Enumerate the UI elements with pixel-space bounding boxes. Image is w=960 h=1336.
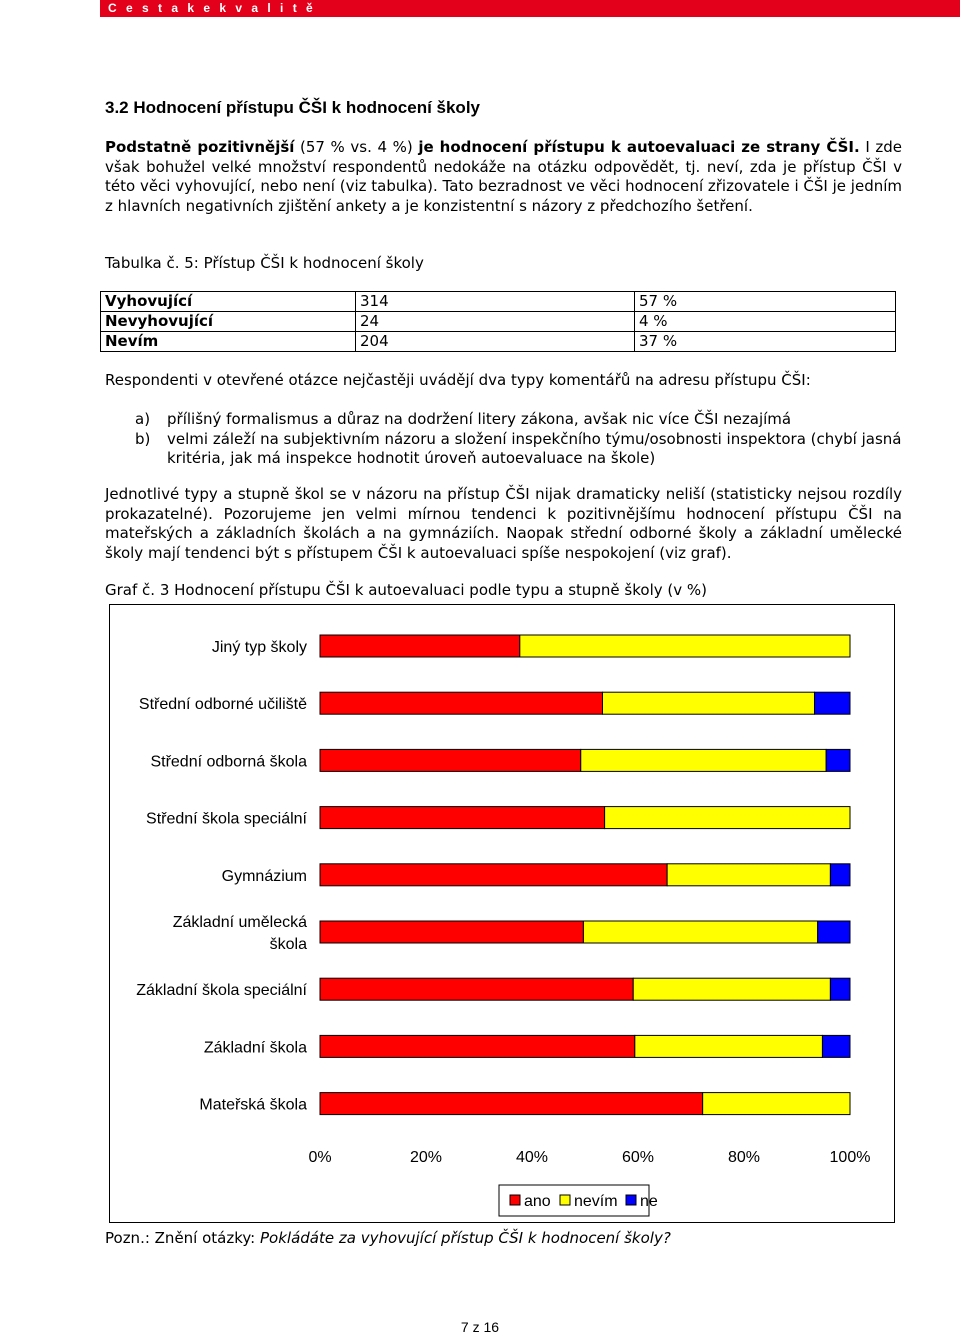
legend-label: nevím (574, 1193, 618, 1210)
row-count: 314 (356, 292, 635, 312)
list-item (135, 410, 905, 430)
category-label-line: Střední odborné učiliště (138, 696, 307, 714)
stacked-bar-chart (110, 605, 894, 1222)
row-count: 204 (356, 332, 635, 352)
bar-segment-ne (822, 1035, 850, 1057)
bar-segment-ano (320, 692, 602, 714)
intro-bold2: je hodnocení přístupu k autoevaluaci ze strany ČŠI. (418, 138, 860, 156)
intro-mid: (57 % vs. 4 %) (294, 138, 419, 156)
graph-caption: Graf č. 3 Hodnocení přístupu ČŠI k autoevaluaci podle typu a stupně školy (v %) (105, 581, 707, 599)
header-brand: C e s t a k e k v a l i t ě (108, 1, 316, 15)
question-note (105, 1229, 671, 1247)
intro-paragraph (105, 138, 902, 216)
bar-segment-ano (320, 978, 633, 1000)
category-label-line: Základní umělecká (172, 914, 307, 931)
list-marker: a) (135, 410, 151, 428)
bar-segment-ne (814, 692, 850, 714)
category-label (222, 868, 307, 885)
bar-segment-nevím (583, 921, 817, 943)
category-label-line: Střední škola speciální (146, 810, 307, 828)
stats-table (100, 291, 896, 352)
category-label-line: škola (269, 936, 307, 953)
legend-swatch-ne (626, 1195, 636, 1205)
bar-segment-nevím (602, 692, 814, 714)
category-label (173, 914, 307, 953)
x-tick-label: 20% (409, 1149, 443, 1166)
list-text: velmi záleží na subjektivním názoru a složení inspekčního týmu/osobnosti inspektora (chybí jasná kritéria, jak má inspekce hodnotit úroveň autoevaluace na škole) (167, 429, 902, 468)
table-caption: Tabulka č. 5: Přístup ČŠI k hodnocení školy (105, 254, 424, 272)
category-label-line: Mateřská škola (199, 1096, 307, 1114)
header-bar (100, 0, 960, 17)
bar-segment-ne (826, 749, 850, 771)
bar-segment-nevím (635, 1035, 823, 1057)
row-pct: 4 % (635, 312, 896, 332)
chart-frame (109, 604, 895, 1223)
x-tick-label: 100% (829, 1149, 871, 1166)
category-label (199, 1097, 307, 1114)
bar-segment-nevím (667, 864, 830, 886)
comments-list (135, 410, 905, 469)
x-tick-label: 60% (621, 1149, 655, 1166)
bar-segment-ano (320, 864, 667, 886)
bar-segment-ano (320, 1093, 703, 1115)
row-count: 24 (356, 312, 635, 332)
bar-segment-ano (320, 807, 605, 829)
category-label (139, 696, 307, 713)
section-heading: 3.2 Hodnocení přístupu ČŠI k hodnocení školy (105, 98, 480, 117)
list-marker: b) (135, 429, 151, 448)
row-pct: 57 % (635, 292, 896, 312)
comments-lead: Respondenti v otevřené otázce nejčastěji uvádějí dva typy komentářů na adresu přístupu ČŠI: (105, 371, 811, 389)
category-label (146, 811, 308, 828)
list-text: přílišný formalismus a důraz na dodržení litery zákona, avšak nic více ČŠI nezajímá (167, 410, 792, 428)
category-label (150, 753, 307, 770)
bar-segment-ano (320, 1035, 635, 1057)
table-row (101, 312, 896, 332)
bar-segment-nevím (520, 635, 850, 657)
note-question: Pokládáte za vyhovující přístup ČŠI k hodnocení školy? (260, 1229, 671, 1247)
bar-segment-ano (320, 749, 581, 771)
category-label-line: Střední odborná škola (150, 753, 307, 771)
bar-segment-ne (830, 978, 850, 1000)
bar-segment-ne (818, 921, 850, 943)
row-label: Vyhovující (101, 292, 356, 312)
bar-segment-nevím (581, 749, 826, 771)
legend-label: ne (640, 1193, 658, 1210)
category-label-line: Základní škola speciální (136, 982, 307, 1000)
category-label-line: Jiný typ školy (211, 639, 307, 656)
bar-segment-nevím (633, 978, 830, 1000)
bar-segment-nevím (605, 807, 850, 829)
bar-segment-ne (830, 864, 850, 886)
category-label (136, 982, 307, 999)
list-item (135, 430, 905, 469)
intro-rest: I zde však bohužel velké množství respondentů nedokáže na otázku odpovědět, tj. neví, zda je přístup ČŠI v této věci vyhovující, nebo není (viz tabulka). Tato bezradnost ve věci hodnocení zřizovatele i ČŠI je jedním z hlavních negativních zjištění ankety a je konzistentní s názory z předchozího šetření. (105, 138, 902, 215)
legend-swatch-nevím (560, 1195, 570, 1205)
row-label: Nevyhovující (101, 312, 356, 332)
summary-paragraph: Jednotlivé typy a stupně škol se v názoru na přístup ČŠI nijak dramaticky neliší (statisticky nejsou rozdíly prokazatelné). Pozorujeme jen velmi mírnou tendenci k pozitivnějšímu hodnocení přístupu ČŠI na mateřských a základních školách a na gymnáziích. Naopak střední odborné školy a základní umělecké školy mají tendenci být s přístupem ČŠI k autoevaluaci spíše nespokojení (viz graf). (105, 485, 902, 562)
legend-label: ano (524, 1193, 551, 1210)
table-row (101, 332, 896, 352)
bar-segment-ano (320, 921, 583, 943)
category-label (212, 639, 307, 656)
x-tick-label: 0% (308, 1149, 332, 1166)
row-pct: 37 % (635, 332, 896, 352)
note-prefix: Pozn.: Znění otázky: (105, 1229, 260, 1247)
legend-swatch-ano (510, 1195, 520, 1205)
page-number: 7 z 16 (460, 1319, 500, 1335)
x-tick-label: 40% (515, 1149, 549, 1166)
bar-segment-ano (320, 635, 520, 657)
bar-segment-nevím (703, 1093, 850, 1115)
category-label (204, 1039, 307, 1056)
category-label-line: Základní škola (203, 1039, 307, 1057)
row-label: Nevím (101, 332, 356, 352)
category-label-line: Gymnázium (221, 867, 307, 885)
x-tick-label: 80% (727, 1149, 761, 1166)
table-row (101, 292, 896, 312)
intro-bold: Podstatně pozitivnější (105, 138, 295, 156)
